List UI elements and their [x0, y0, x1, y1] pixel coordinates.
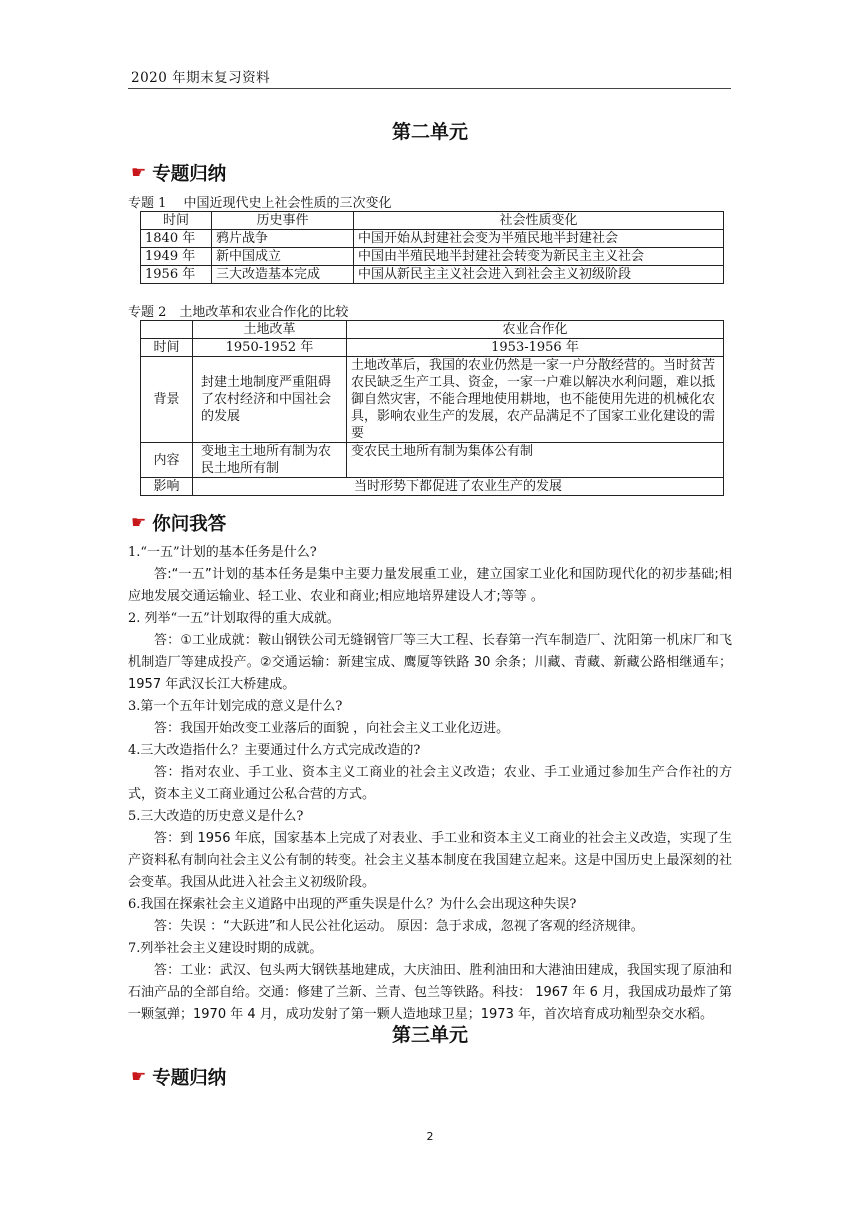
pointing-hand-icon: ☛	[131, 163, 147, 183]
summary-heading-label: 专题归纳	[152, 1068, 227, 1089]
table-row	[141, 248, 724, 266]
topic2-header-cell: 农业合作化	[347, 321, 724, 339]
answer-text: 答：我国开始改变工业落后的面貌 ，向社会主义工业化迈进。	[154, 721, 510, 736]
header-divider	[128, 88, 731, 89]
table-cell: 中国从新民主主义社会进入到社会主义初级阶段	[354, 266, 724, 284]
table-cell: 1950-1952 年	[193, 339, 347, 357]
topic1-header-cell: 社会性质变化	[354, 212, 724, 230]
topic1-caption: 专题 1 中国近现代史上社会性质的三次变化	[128, 196, 392, 211]
summary-heading-unit3	[131, 1064, 226, 1090]
question-text: 7.列举社会主义建设时期的成就。	[128, 941, 323, 956]
unit2-title: 第二单元	[391, 121, 468, 143]
topic1-header-cell: 时间	[141, 212, 212, 230]
topic2-table	[140, 320, 724, 496]
table-cell: 三大改造基本完成	[212, 266, 354, 284]
table-cell: 1956 年	[141, 266, 212, 284]
topic2-header-cell	[141, 321, 193, 339]
row-label-time: 时间	[141, 339, 193, 357]
summary-heading-label: 专题归纳	[152, 164, 227, 185]
question-text: 1.“一五”计划的基本任务是什么?	[128, 545, 317, 560]
question-text: 2. 列举“一五”计划取得的重大成就。	[128, 611, 340, 626]
answer-text: 答:“一五”计划的基本任务是集中主要力量发展重工业，建立国家工业化和国防现代化的初步基础;相应地发展交通运输业、轻工业、农业和商业;相应地培界建设人才;等等 。	[128, 567, 732, 604]
table-cell: 1840 年	[141, 230, 212, 248]
topic2-header-cell: 土地改革	[193, 321, 347, 339]
summary-heading-unit2	[131, 160, 226, 186]
question-text: 3.第一个五年计划完成的意义是什么?	[128, 699, 343, 714]
table-cell: 1953-1956 年	[347, 339, 724, 357]
pointing-hand-icon: ☛	[131, 1067, 147, 1087]
question-text: 4.三大改造指什么？主要通过什么方式完成改造的?	[128, 743, 421, 758]
pointing-hand-icon: ☛	[131, 513, 147, 533]
row-label-content: 内容	[141, 443, 193, 478]
topic1-table	[140, 211, 724, 284]
topic2-header-row	[141, 321, 724, 339]
table-cell: 封建土地制度严重阻碍了农村经济和中国社会的发展	[193, 357, 347, 443]
table-row	[141, 357, 724, 443]
table-row	[141, 339, 724, 357]
table-row	[141, 478, 724, 496]
question-text: 6.我国在探索社会主义道路中出现的严重失误是什么？为什么会出现这种失误?	[128, 897, 577, 912]
topic1-header-cell: 历史事件	[212, 212, 354, 230]
table-cell: 土地改革后，我国的农业仍然是一家一户分散经营的。当时贫苦农民缺乏生产工具、资金，一家一户难以解决水利问题，难以抵御自然灾害，不能合理地使用耕地，也不能使用先进的机械化农具，影响农业生产的发展，农产品满足不了国家工业化建设的需要	[347, 357, 724, 443]
table-cell: 中国由半殖民地半封建社会转变为新民主主义社会	[354, 248, 724, 266]
answer-text: 答：失误 ：“大跃进”和人民公社化运动。 原因：急于求成，忽视了客观的经济规律。	[154, 919, 644, 934]
answer-text: 答：指对农业、手工业、资本主义工商业的社会主义改造；农业、手工业通过参加生产合作社的方式，资本主义工商业通过公私合营的方式。	[128, 765, 732, 802]
topic1-header-row	[141, 212, 724, 230]
unit3-title: 第三单元	[391, 1024, 468, 1046]
table-cell: 新中国成立	[212, 248, 354, 266]
table-cell: 1949 年	[141, 248, 212, 266]
table-cell: 鸦片战争	[212, 230, 354, 248]
row-label-impact: 影响	[141, 478, 193, 496]
answer-text: 答：到 1956 年底，国家基本上完成了对表业、手工业和资本主义工商业的社会主义改造，实现了生产资料私有制向社会主义公有制的转变。社会主义基本制度在我国建立起来。这是中国历史上最深刻的社会变革。我国从此进入社会主义初级阶段。	[128, 831, 732, 890]
answer-text: 答：①工业成就：鞍山钢铁公司无缝钢管厂等三大工程、长春第一汽车制造厂、沈阳第一机床厂和飞机制造厂等建成投产。②交通运输：新建宝成、鹰厦等铁路 30 余条；川藏、青藏、新藏公路相继通车； 1957 年武汉长江大桥建成。	[128, 633, 732, 692]
table-cell: 中国开始从封建社会变为半殖民地半封建社会	[354, 230, 724, 248]
topic2-caption: 专题 2 土地改革和农业合作化的比较	[128, 305, 349, 320]
table-cell: 当时形势下都促进了农业生产的发展	[193, 478, 724, 496]
header-text: 2020 年期末复习资料	[131, 70, 271, 86]
table-cell: 变农民土地所有制为集体公有制	[347, 443, 724, 478]
table-cell: 变地主土地所有制为农民土地所有制	[193, 443, 347, 478]
question-text: 5.三大改造的历史意义是什么?	[128, 809, 304, 824]
qa-heading-label: 你问我答	[152, 514, 227, 535]
answer-text: 答：工业：武汉、包头两大钢铁基地建成，大庆油田、胜利油田和大港油田建成，我国实现了原油和石油产品的全部自给。交通：修建了兰新、兰青、包兰等铁路。科技： 1967 年 6 月，我国成功最炸了第一颗氢弹；1970 年 4 月，成功发射了第一颗人造地球卫星；1973 年，首次培育成功籼型杂交水稻。	[128, 963, 732, 1022]
qa-list	[128, 542, 732, 1026]
row-label-background: 背景	[141, 357, 193, 443]
qa-heading	[131, 510, 226, 536]
table-row	[141, 266, 724, 284]
table-row	[141, 230, 724, 248]
table-row	[141, 443, 724, 478]
page-number: 2	[426, 1130, 434, 1143]
